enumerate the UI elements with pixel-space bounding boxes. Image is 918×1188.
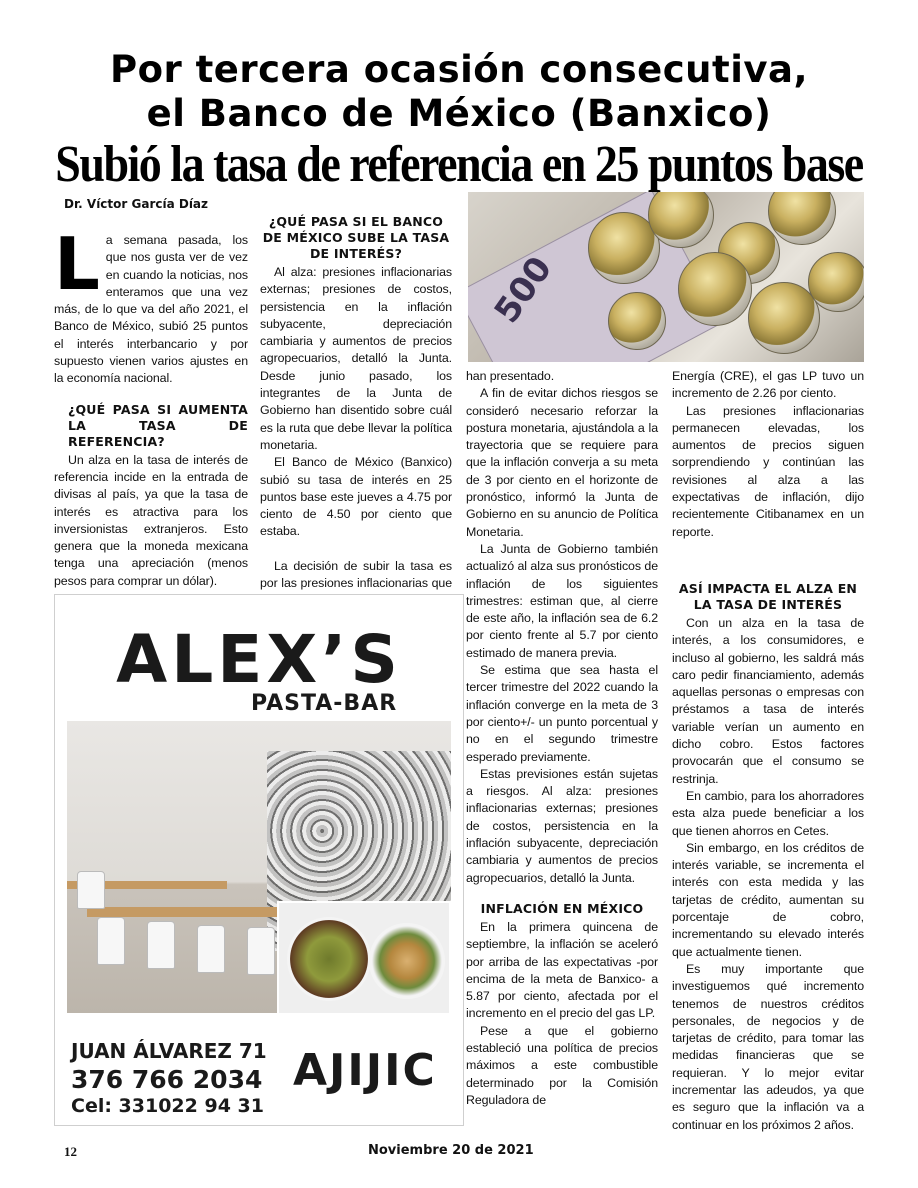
paragraph: Un alza en la tasa de interés de referencia incide en la entrada de divisas al país, ya que la tasa de interés es atractiva para los inversionistas extranjeros. Esto genera que la moneda mexicana tenga una apreciación (menos pesos para comprar un dólar). — [54, 452, 248, 588]
coin-image — [678, 252, 752, 326]
column-3 — [466, 368, 658, 1109]
coin-image — [808, 252, 864, 312]
column-4 — [672, 368, 864, 1134]
ad-phone: 376 766 2034 — [71, 1065, 263, 1094]
paragraph: Es muy importante que investiguemos qué incremento tenemos de nuestros créditos personales, de negocios y de tarjetas de crédito, para tomar las medidas financieras que se requieran. Y lo mejor evitar incrementar las adeudos, ya que es seguro que la inflación va a continuar en los próximos 2 años. — [672, 961, 864, 1132]
paragraph: Energía (CRE), el gas LP tuvo un incremento de 2.26 por ciento. — [672, 369, 864, 401]
paragraph: El Banco de México (Banxico) subió su tasa de interés en 25 puntos base este jueves a 4.75 por ciento de 4.50 por ciento que estaba. — [260, 455, 452, 539]
headline-line-2: el Banco de México (Banxico) — [146, 92, 772, 135]
ad-address: JUAN ÁLVAREZ 71 — [71, 1039, 267, 1063]
plate-image — [369, 923, 445, 999]
paragraph: Estas previsiones están sujetas a riesgos. Al alza: presiones inflacionarias externas; presiones de costos, persistencia en la inflación subyacente, depreciación cambiaria y aumentos de precios agropecuarios, detalló la Junta. — [466, 766, 658, 885]
headline-subtitle: Subió la tasa de referencia en 25 puntos base — [55, 134, 863, 192]
section-heading-impacta: ASÍ IMPACTA EL ALZA EN LA TASA DE INTERÉS — [678, 580, 858, 612]
column-2 — [260, 214, 452, 610]
ad-brand-name: ALEX’S — [116, 621, 402, 698]
paragraph: En cambio, para los ahorradores esta alza puede beneficiar a los que tienen ahorros en Cetes. — [672, 788, 864, 838]
intro-text: a semana pasada, los que nos gusta ver de vez en cuando la noticias, nos enteramos que una vez más, de lo que va del año 2021, el Banco de México, subió 25 puntos el interés interbancario y por supuesto vienen varios ajustes en la economía nacional. — [54, 233, 248, 386]
paragraph: Con un alza en la tasa de interés, a los consumidores, e incluso al gobierno, les saldrá más caro pedir financiamiento, además aquellas personas o empresas con préstamos a tasa de interés variable verían un aumento en dicho cobro. Estos factores provocarán que el consumo se restrinja. — [672, 615, 864, 786]
paragraph: Sin embargo, en los créditos de interés variable, se incrementa el interés con esta medida y las tarjetas de crédito, aumentan su porcentaje de cobro, incrementando su elevado interés que actualmente tienen. — [672, 840, 864, 959]
banknote-number: 500 — [486, 249, 561, 331]
paragraph: han presentado. — [466, 369, 555, 383]
paragraph: Pese a que el gobierno estableció una política de precios máximos a este combustible determinado por la Comisión Reguladora de — [466, 1023, 658, 1107]
issue-date: Noviembre 20 de 2021 — [368, 1143, 534, 1158]
chair-image — [147, 921, 175, 969]
chair-image — [247, 927, 275, 975]
paragraph: La Junta de Gobierno también actualizó al alza sus pronósticos de inflación de los siguientes trimestres: estiman que, al cierre de este año, la inflación sea de 6.2 por ciento frente al 5.7 por ciento estimado de manera previa. — [466, 541, 658, 660]
chair-image — [77, 871, 105, 909]
section-heading-inflacion: INFLACIÓN EN MÉXICO — [480, 900, 644, 916]
coins-photo — [468, 192, 864, 362]
ad-city: AJIJIC — [293, 1045, 437, 1096]
column-1 — [54, 222, 248, 590]
coin-image — [608, 292, 666, 350]
plate-image — [287, 917, 371, 1001]
coin-image — [768, 192, 836, 245]
restaurant-ad — [54, 594, 464, 1126]
chair-image — [197, 925, 225, 973]
section-heading-aumenta: ¿QUÉ PASA SI AUMENTA LA TASA DE REFERENCIA? — [68, 401, 248, 449]
section-heading-banco: ¿QUÉ PASA SI EL BANCO DE MÉXICO SUBE LA TASA DE INTERÉS? — [262, 214, 450, 261]
restaurant-photo — [67, 721, 451, 1013]
headline-line-1: Por tercera ocasión consecutiva, — [109, 48, 809, 91]
paragraph: En la primera quincena de septiembre, la inflación se aceleró por arriba de las expectativas -por encima de la meta de Banxico- a 5.87 por ciento, afectada por el incremento en el precio del gas LP. — [466, 919, 658, 1021]
chair-image — [97, 917, 125, 965]
paragraph: A fin de evitar dichos riesgos se consideró necesario reforzar la postura monetaria, ajustándola a la trayectoria que se requiere para que la inflación converja a su meta de 3 por ciento en el horizonte de pronóstico, informó la Junta de Gobierno en su anuncio de Política Monetaria. — [466, 386, 658, 539]
paragraph: Al alza: presiones inflacionarias externas; presiones de costos, persistencia en la inflación subyacente, depreciación cambiaria y aumentos de precios agropecuarios, detalló la Junta. Desde junio pasado, los integrantes de la Junta de Gobierno han disentido sobre cuál es la ruta que debe llevar la política monetaria. — [260, 265, 452, 452]
table-image — [87, 907, 297, 917]
paragraph: Se estima que sea hasta el tercer trimestre del 2022 cuando la inflación converge en la meta de 3 por ciento+/- un punto porcentual y no en el segundo trimestre esperado previamente. — [466, 663, 658, 764]
page-number: 12 — [64, 1144, 77, 1159]
intro-paragraph — [54, 222, 248, 388]
paragraph: Las presiones inflacionarias permanecen elevadas, los aumentos de precios siguen sorprendiendo y continúan las revisiones al alza a las expectativas de inflación, dijo recientemente Citibanamex en un reporte. — [672, 403, 864, 539]
ad-cellphone: Cel: 331022 94 31 — [71, 1095, 264, 1117]
drop-cap: L — [54, 222, 100, 306]
food-photo — [277, 901, 451, 1013]
paragraph: La decisión de subir la tasa es por las presiones inflacionarias que — [260, 558, 452, 591]
byline: Dr. Víctor García Díaz — [64, 197, 209, 211]
ad-subtitle: PASTA-BAR — [251, 691, 398, 716]
